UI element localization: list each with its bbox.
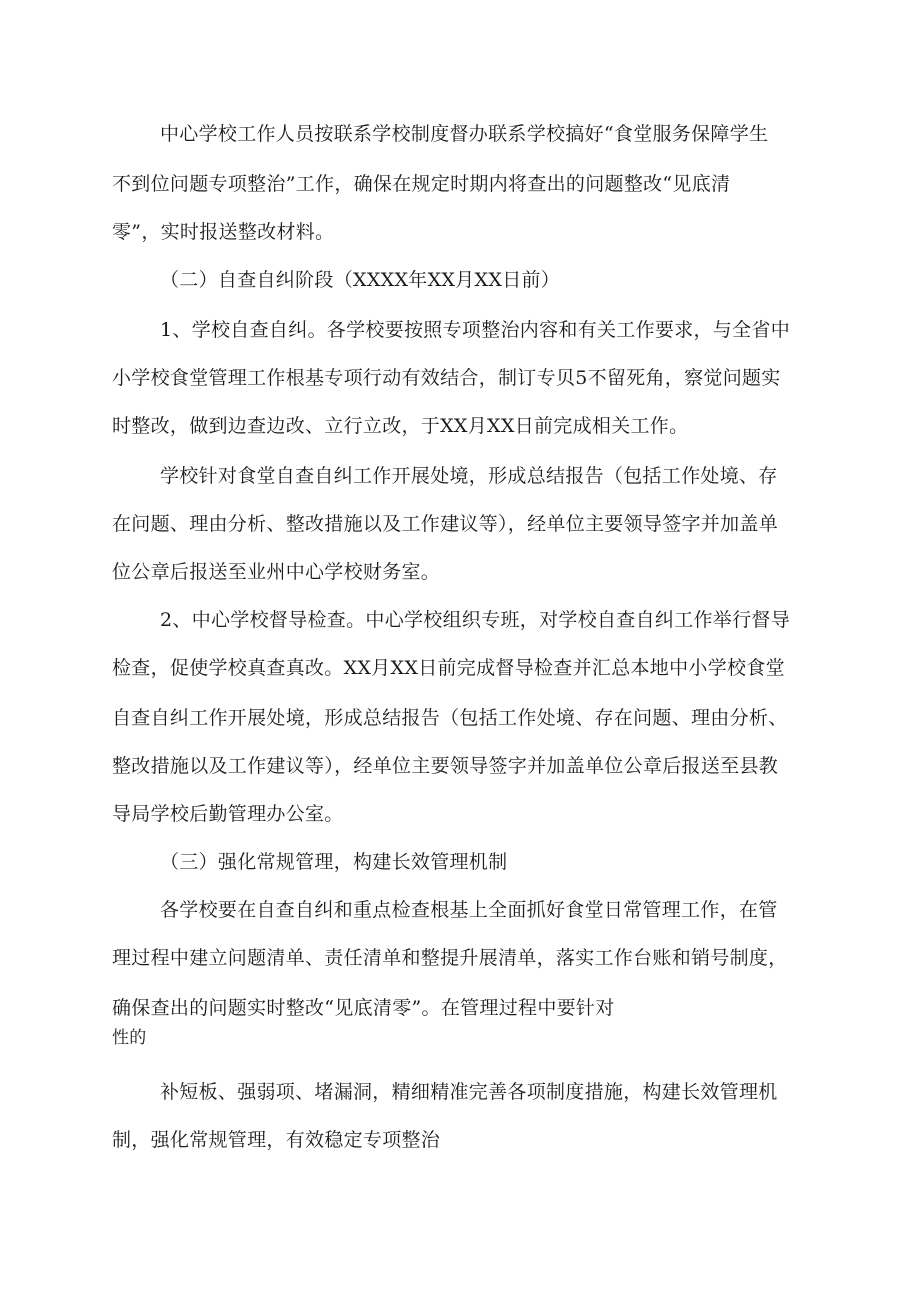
paragraph-line: 自查自纠工作开展处境，形成总结报告（包括工作处境、存在问题、理由分析、 (112, 707, 788, 729)
paragraph-line: 检查，促使学校真查真改。XX月XX日前完成督导检查并汇总本地中小学校食堂 (112, 657, 785, 679)
paragraph-line: 位公章后报送至业州中心学校财务室。 (112, 561, 441, 583)
paragraph-line: 2、中心学校督导检查。中心学校组织专班，对学校自查自纠工作举行督导 (160, 609, 790, 631)
paragraph-line: 零”，实时报送整改材料。 (112, 221, 335, 243)
paragraph-line: 时整改，做到边查边改、立行立改，于XX月XX日前完成相关工作。 (112, 415, 689, 437)
paragraph-line: 小学校食堂管理工作根基专项行动有效结合，制订专贝5不留死角，察觉问题实 (112, 367, 781, 389)
paragraph-line: 补短板、强弱项、堵漏洞，精细精准完善各项制度措施，构建长效管理机 (160, 1081, 778, 1103)
section-heading: （二）自查自纠阶段（XXXX年XX月XX日前） (160, 269, 561, 291)
paragraph-line: 1、学校自查自纠。各学校要按照专项整治内容和有关工作要求，与全省中 (160, 319, 790, 341)
paragraph-line: 理过程中建立问题清单、责任清单和整提升展清单，落实工作台账和销号制度， (112, 947, 788, 969)
paragraph-line: 制，强化常规管理，有效稳定专项整治 (112, 1129, 441, 1151)
paragraph-line: 学校针对食堂自查自纠工作开展处境，形成总结报告（包括工作处境、存 (160, 465, 778, 487)
paragraph-line: 性的 (112, 1028, 147, 1048)
paragraph-line: 在问题、理由分析、整改措施以及工作建议等），经单位主要领导签字并加盖单 (112, 513, 779, 535)
paragraph-line: 各学校要在自查自纠和重点检查根基上全面抓好食堂日常管理工作，在管 (160, 899, 778, 921)
paragraph-line: 整改措施以及工作建议等），经单位主要领导签字并加盖单位公章后报送至县教 (112, 755, 779, 777)
paragraph-line: 中心学校工作人员按联系学校制度督办联系学校搞好“食堂服务保障学生 (160, 123, 769, 145)
paragraph-line: 导局学校后勤管理办公室。 (112, 803, 344, 825)
paragraph-line: 不到位问题专项整治”工作，确保在规定时期内将查出的问题整改“见底清 (112, 173, 731, 195)
section-heading: （三）强化常规管理，构建长效管理机制 (160, 851, 508, 873)
paragraph-line: 确保查出的问题实时整改“见底清零”。在管理过程中要针对 (112, 997, 615, 1019)
